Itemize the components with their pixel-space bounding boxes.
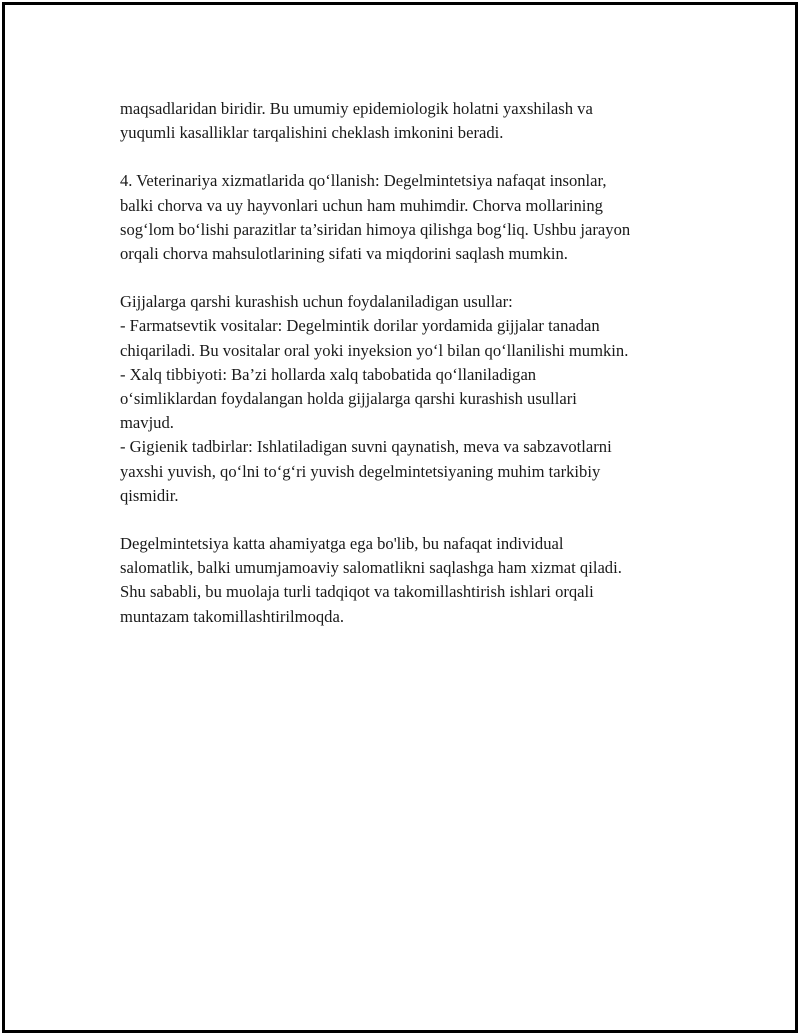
text-line: orqali chorva mahsulotlarining sifati va miqdorini saqlash mumkin. [120,244,568,264]
text-line: - Gigienik tadbirlar: Ishlatiladigan suvni qaynatish, meva va sabzavotlarni [120,437,612,457]
document-body [120,97,710,653]
text-line: mavjud. [120,413,174,433]
text-line: sog‘lom bo‘lishi parazitlar ta’siridan himoya qilishga bog‘liq. Ushbu jarayon [120,219,631,239]
paragraph-public-health [120,97,710,145]
text-line: balki chorva va uy hayvonlari uchun ham muhimdir. Chorva mollarining [120,195,603,215]
text-line: Shu sababli, bu muolaja turli tadqiqot va takomillashtirish ishlari orqali [120,582,594,602]
text-line: salomatlik, balki umumjamoaviy salomatlikni saqlashga ham xizmat qiladi. [120,558,622,578]
text-line: yaxshi yuvish, qo‘lni to‘g‘ri yuvish degelmintetsiyaning muhim tarkibiy [120,461,601,481]
text-line: maqsadlaridan biridir. Bu umumiy epidemiologik holatni yaxshilash va [120,99,593,118]
text-line: Degelmintetsiya katta ahamiyatga ega bo'lib, bu nafaqat individual [120,534,564,554]
text-line: yuqumli kasalliklar tarqalishini cheklash imkonini beradi. [120,123,504,143]
paragraph-conclusion [120,532,710,629]
page-frame [2,2,798,1033]
text-line: muntazam takomillashtirilmoqda. [120,606,344,626]
text-line: 4. Veterinariya xizmatlarida qo‘llanish: Degelmintetsiya nafaqat insonlar, [120,171,607,191]
text-line: qismidir. [120,485,179,505]
paragraph-methods [120,290,710,508]
text-line: - Xalq tibbiyoti: Ba’zi hollarda xalq tabobatida qo‘llaniladigan [120,364,537,384]
text-line: chiqariladi. Bu vositalar oral yoki inyeksion yo‘l bilan qo‘llanilishi mumkin. [120,340,629,360]
text-line: Gijjalarga qarshi kurashish uchun foydalaniladigan usullar: [120,292,513,312]
text-line: o‘simliklardan foydalangan holda gijjalarga qarshi kurashish usullari [120,389,577,409]
paragraph-veterinary [120,169,710,266]
text-line: - Farmatsevtik vositalar: Degelmintik dorilar yordamida gijjalar tanadan [120,316,600,336]
